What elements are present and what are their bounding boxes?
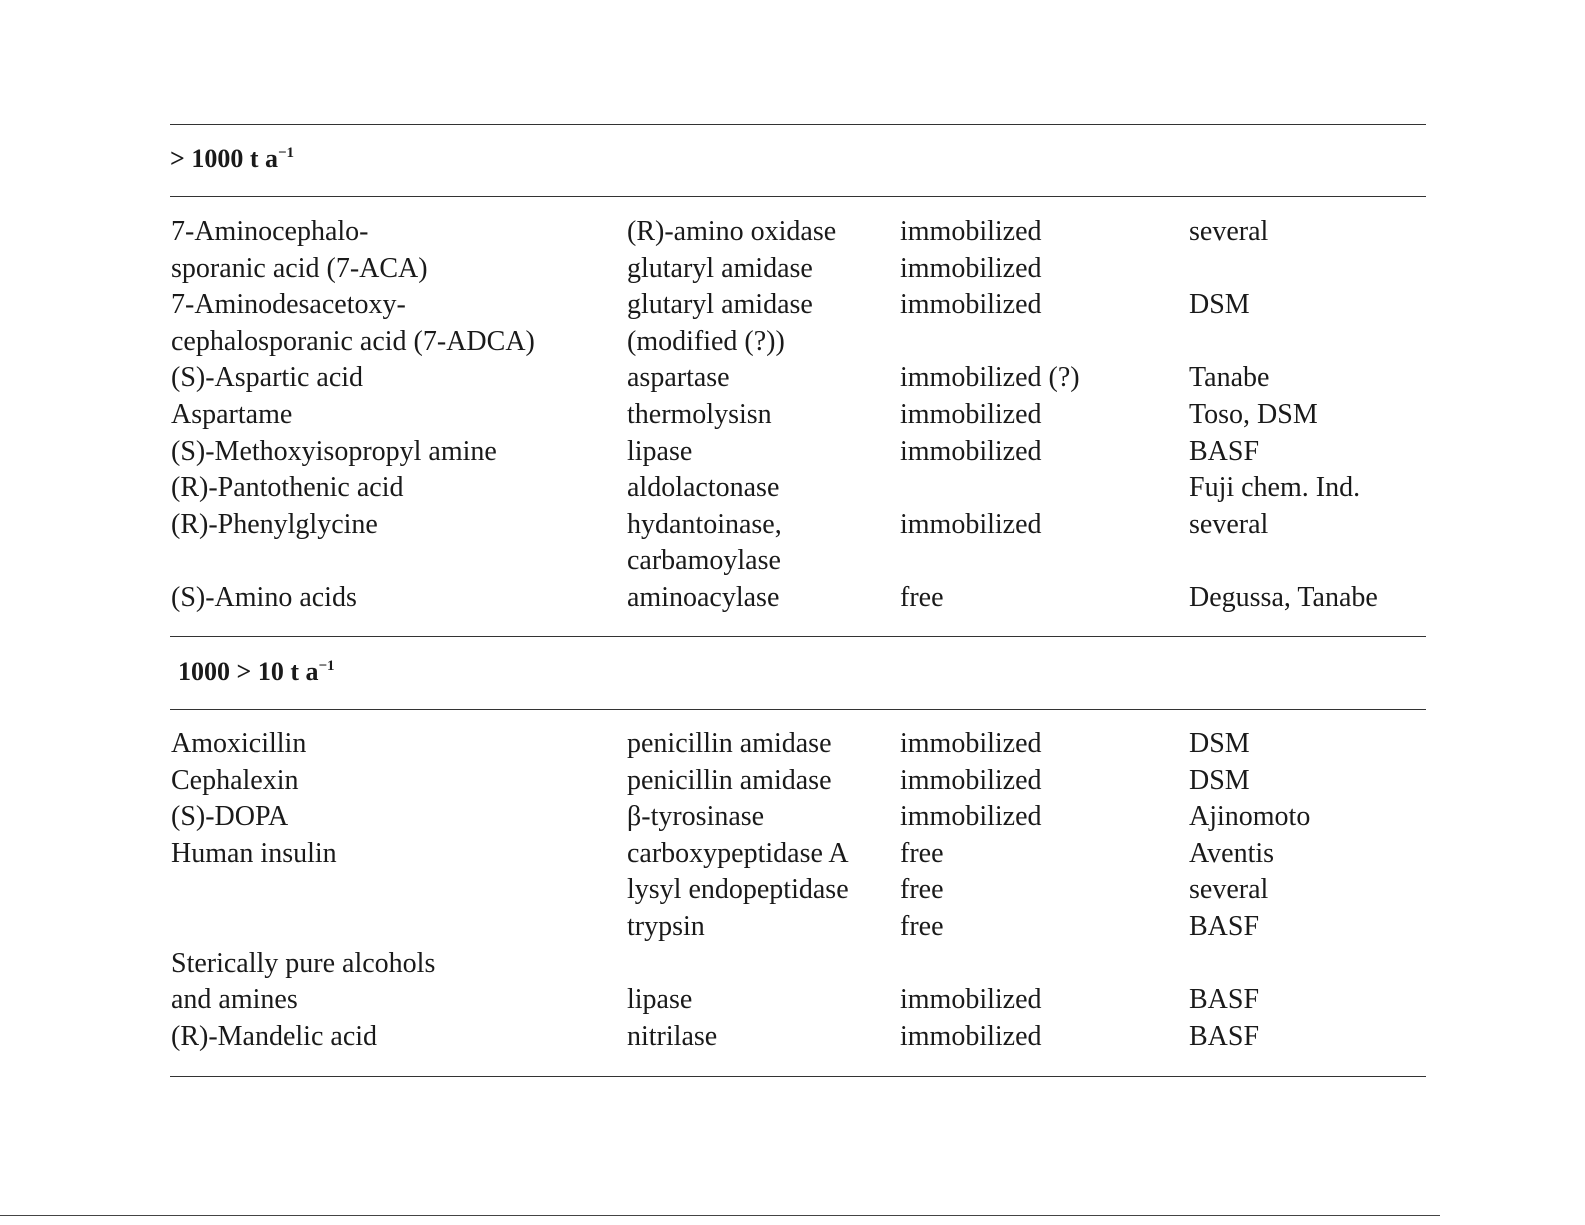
product-cell: 7-Aminodesacetoxy- [171, 289, 406, 321]
enzyme-cell: nitrilase [627, 1020, 718, 1052]
enzyme-cell: hydantoinase, [627, 508, 782, 540]
table-row [0, 507, 1585, 544]
table-row [0, 434, 1585, 471]
company-cell: DSM [1189, 764, 1250, 796]
section-header-text: 1000 > 10 t a [178, 657, 319, 686]
table-row [0, 287, 1585, 324]
section-header-over-1000 [170, 144, 294, 174]
state-cell: immobilized [900, 764, 1042, 796]
company-cell: Aventis [1189, 837, 1275, 869]
company-cell: Tanabe [1189, 362, 1270, 394]
company-cell: Degussa, Tanabe [1189, 582, 1378, 613]
product-cell: cephalosporanic acid (7-ADCA) [171, 325, 535, 357]
section-header-exponent: −1 [318, 658, 335, 674]
state-cell: immobilized [900, 801, 1042, 833]
table-row [0, 763, 1585, 800]
product-cell: Cephalexin [171, 764, 299, 796]
company-cell: several [1189, 874, 1269, 906]
enzyme-cell: glutaryl amidase [627, 252, 813, 284]
table-row [0, 982, 1585, 1019]
state-cell: immobilized [900, 435, 1042, 467]
product-cell: 7-Aminocephalo- [171, 216, 369, 247]
product-cell: Human insulin [171, 837, 337, 869]
product-cell: (S)-Aspartic acid [171, 362, 364, 394]
company-cell: Fuji chem. Ind. [1189, 472, 1361, 504]
enzyme-cell: (R)-amino oxidase [627, 216, 837, 247]
company-cell: DSM [1189, 728, 1250, 759]
table-row [0, 470, 1585, 507]
company-cell: BASF [1189, 1020, 1260, 1052]
section-header-text: > 1000 t a [170, 144, 278, 173]
table-row [0, 324, 1585, 361]
section-header-1000-to-10 [178, 657, 335, 687]
product-cell: Aspartame [171, 399, 293, 430]
enzyme-cell: trypsin [627, 911, 705, 942]
enzyme-cell: glutaryl amidase [627, 289, 813, 321]
enzyme-cell: penicillin amidase [627, 728, 832, 759]
state-cell: free [900, 582, 944, 613]
table-row [0, 836, 1585, 873]
enzyme-cell: lysyl endopeptidase [627, 874, 849, 906]
company-cell: several [1189, 508, 1269, 540]
product-cell: Sterically pure alcohols [171, 947, 436, 979]
table-row [0, 580, 1585, 617]
product-cell: and amines [171, 984, 298, 1016]
company-cell: Toso, DSM [1189, 399, 1318, 430]
state-cell: immobilized [900, 216, 1042, 247]
state-cell: free [900, 874, 944, 906]
state-cell: immobilized [900, 508, 1042, 540]
enzyme-cell: lipase [627, 984, 693, 1016]
enzyme-cell: thermolysisn [627, 399, 772, 430]
product-cell: sporanic acid (7-ACA) [171, 252, 428, 284]
table-top-rule [170, 124, 1426, 125]
table-row [0, 909, 1585, 946]
table-row [0, 872, 1585, 909]
state-cell: free [900, 911, 944, 942]
state-cell: immobilized [900, 984, 1042, 1016]
company-cell: BASF [1189, 911, 1260, 942]
product-cell: (S)-Amino acids [171, 582, 357, 613]
company-cell: Ajinomoto [1189, 801, 1311, 833]
product-cell: (S)-Methoxyisopropyl amine [171, 435, 497, 467]
table-row [0, 799, 1585, 836]
table-bottom-rule [170, 1076, 1426, 1077]
state-cell: free [900, 837, 944, 869]
state-cell: immobilized [900, 728, 1042, 759]
section-header-rule [170, 709, 1426, 710]
table-row [0, 1019, 1585, 1056]
company-cell: DSM [1189, 289, 1250, 321]
state-cell: immobilized [900, 1020, 1042, 1052]
enzyme-cell: lipase [627, 435, 693, 467]
table-row [0, 214, 1585, 251]
state-cell: immobilized [900, 252, 1042, 284]
table-row [0, 360, 1585, 397]
table-row [0, 946, 1585, 983]
company-cell: several [1189, 216, 1269, 247]
enzyme-cell: penicillin amidase [627, 764, 832, 796]
section-divider-rule [170, 636, 1426, 637]
state-cell: immobilized [900, 289, 1042, 321]
enzyme-cell: aspartase [627, 362, 730, 394]
table-row [0, 726, 1585, 763]
enzyme-cell: carboxypeptidase A [627, 837, 849, 869]
enzyme-cell: carbamoylase [627, 545, 781, 577]
state-cell: immobilized [900, 399, 1042, 430]
section-header-exponent: −1 [277, 145, 295, 161]
enzyme-cell: aldolactonase [627, 472, 780, 504]
enzyme-cell: β-tyrosinase [627, 801, 765, 833]
enzyme-cell: (modified (?)) [627, 325, 785, 357]
state-cell: immobilized (?) [900, 362, 1080, 394]
page-bottom-edge-line [0, 1215, 1440, 1216]
product-cell: (R)-Phenylglycine [171, 508, 378, 540]
product-cell: Amoxicillin [171, 728, 307, 759]
table-row [0, 543, 1585, 580]
company-cell: BASF [1189, 435, 1260, 467]
table-row [0, 251, 1585, 288]
enzyme-cell: aminoacylase [627, 582, 780, 613]
company-cell: BASF [1189, 984, 1260, 1016]
product-cell: (R)-Pantothenic acid [171, 472, 404, 504]
product-cell: (R)-Mandelic acid [171, 1020, 378, 1052]
table-row [0, 397, 1585, 434]
product-cell: (S)-DOPA [171, 801, 289, 833]
section-header-rule [170, 196, 1426, 197]
